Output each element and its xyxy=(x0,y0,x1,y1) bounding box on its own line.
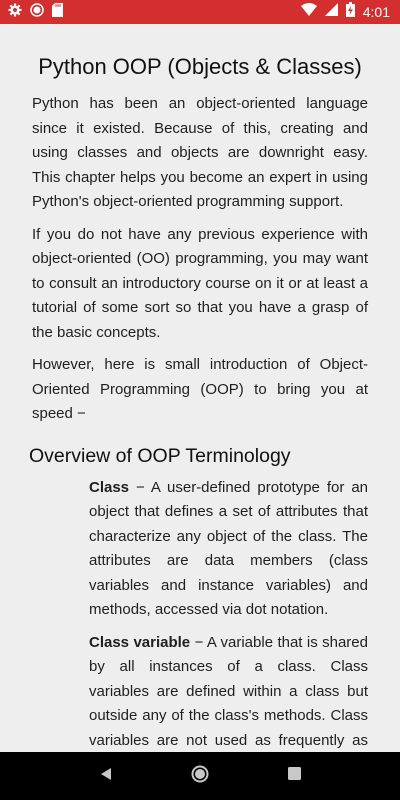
recents-icon[interactable] xyxy=(288,767,301,785)
section-heading: Overview of OOP Terminology xyxy=(29,444,291,467)
intro-paragraph: However, here is small introduction of Object-Oriented Programming (OOP) to bring you at speed − xyxy=(32,356,368,422)
definition-list xyxy=(89,476,368,778)
settings-gear-icon xyxy=(8,3,22,22)
signal-icon xyxy=(325,3,338,21)
intro-paragraph: If you do not have any previous experience with object-oriented (OO) programming, you may want to consult an introductory course on it or at least a tutorial of some sort so that you have a grasp of the basic concepts. xyxy=(32,225,368,341)
intro-paragraph: Python has been an object-oriented language since it existed. Because of this, creating and using classes and objects are downright easy. This chapter helps you become an expert in using Python's object-oriented programming support. xyxy=(32,95,368,210)
definition-term: Class xyxy=(89,478,130,496)
definition-text: − A variable that is shared by all instances of a class. Class variables are defined within a class but outside any of the class's methods. Class variables are not used as frequently as xyxy=(89,633,368,749)
home-icon[interactable] xyxy=(191,765,209,788)
definition-text: − A user-defined prototype for an object that defines a set of attributes that characterize any object of the class. The attributes are data members (class variables and instance variables) and methods, accessed via dot notation. xyxy=(89,478,368,618)
status-bar-right xyxy=(301,2,390,22)
wifi-icon xyxy=(301,3,317,21)
status-bar xyxy=(0,0,400,24)
navigation-bar xyxy=(0,752,400,800)
battery-charging-icon xyxy=(346,2,355,22)
page-title: Python OOP (Objects & Classes) xyxy=(38,54,362,79)
back-icon[interactable] xyxy=(99,767,113,786)
definition-item xyxy=(89,476,368,623)
clock: 4:01 xyxy=(362,4,390,20)
article-content[interactable] xyxy=(0,24,400,752)
status-bar-left xyxy=(8,3,63,22)
record-circle-icon xyxy=(30,3,44,22)
sd-card-icon xyxy=(52,3,63,22)
definition-term: Class variable xyxy=(89,633,191,651)
